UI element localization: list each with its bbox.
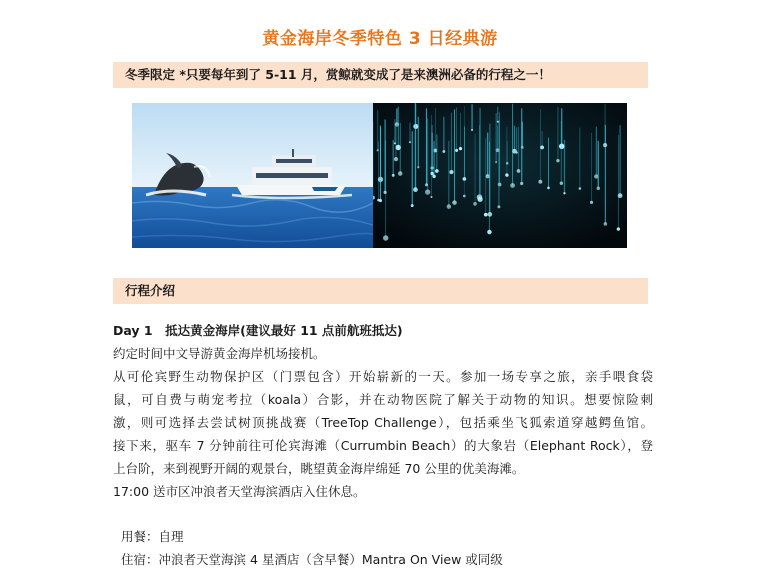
- day1-line: 上台阶，来到视野开阔的观景台，眺望黄金海岸绵延 70 公里的优美海滩。: [113, 461, 525, 476]
- itinerary-section-header: 行程介绍: [113, 278, 648, 304]
- day1-line: 鼠，可自费与萌宠考拉（koala）合影，并在动物医院了解关于动物的知识。想要惊险刺: [113, 392, 653, 407]
- day1-line: 约定时间中文导游黄金海岸机场接机。: [113, 346, 326, 361]
- day1-line: 激，则可选择去尝试树顶挑战赛（TreeTop Challenge），包括乘坐飞狐索道穿越鳄鱼馆。: [113, 415, 653, 430]
- glowworm-cave-photo: [373, 103, 627, 248]
- meals-info: 用餐：自理: [121, 529, 184, 544]
- lodging-info: 住宿：冲浪者天堂海滨 4 星酒店（含早餐）Mantra On View 或同级: [121, 552, 503, 567]
- day1-line: 接下来，驱车 7 分钟前往可伦宾海滩（Currumbin Beach）的大象岩（Elephant Rock），登: [113, 438, 653, 453]
- whale-watching-photo: [132, 103, 373, 248]
- day1-line: 从可伦宾野生动物保护区（门票包含）开始崭新的一天。参加一场专享之旅，亲手喂食袋: [113, 369, 653, 384]
- day1-heading: Day 1 抵达黄金海岸(建议最好 11 点前航班抵达): [113, 323, 403, 338]
- page-title: 黄金海岸冬季特色 3 日经典游: [262, 29, 498, 49]
- winter-limited-banner: 冬季限定 *只要每年到了 5-11 月，赏鲸就变成了是来澳洲必备的行程之一！: [113, 62, 648, 88]
- day1-line: 17:00 送市区冲浪者天堂海滨酒店入住休息。: [113, 484, 366, 499]
